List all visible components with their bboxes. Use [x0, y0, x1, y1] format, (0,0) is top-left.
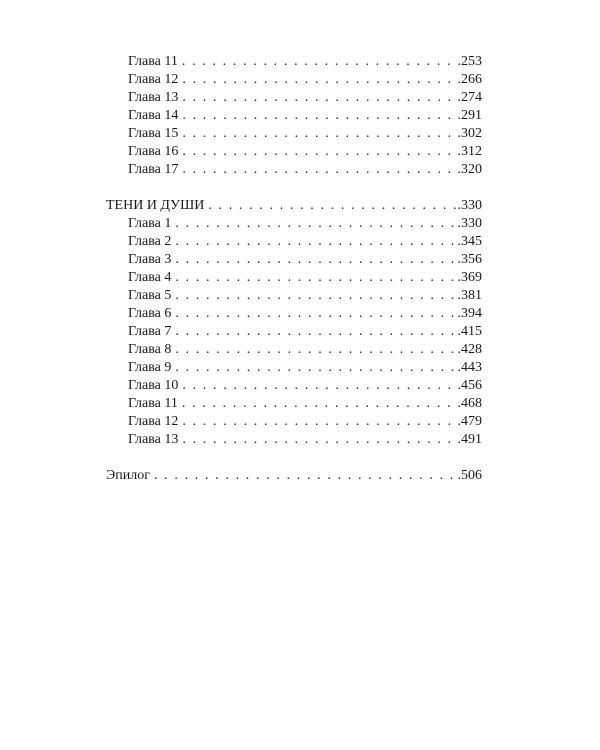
toc-entry-page: .381	[457, 288, 482, 303]
dot-leader	[150, 467, 458, 485]
toc-entry-title: Глава 12	[128, 414, 179, 429]
dot-leader	[178, 107, 457, 125]
toc-entry-page: .415	[457, 324, 482, 339]
toc-entry-title: Глава 3	[128, 252, 172, 267]
dot-leader	[178, 71, 457, 89]
toc-entry-page: .456	[457, 378, 482, 393]
dot-leader	[178, 431, 457, 449]
toc-entry	[128, 395, 482, 413]
toc-entry	[128, 431, 482, 449]
toc-entry	[128, 143, 482, 161]
toc-entry	[128, 233, 482, 251]
toc-entry-page: .330	[457, 198, 482, 213]
toc-entry	[128, 359, 482, 377]
dot-leader	[171, 269, 457, 287]
toc-entry-title: Глава 16	[128, 144, 179, 159]
toc-entry-page: .320	[457, 162, 482, 177]
toc-entry-title: Глава 1	[128, 216, 172, 231]
toc-entry-page: .291	[457, 108, 482, 123]
toc-entry-page: .443	[457, 360, 482, 375]
toc-entry	[128, 251, 482, 269]
toc-entry	[128, 413, 482, 431]
toc-entry-page: .302	[457, 126, 482, 141]
dot-leader	[171, 323, 457, 341]
dot-leader	[178, 125, 457, 143]
toc-entry-title: Глава 4	[128, 270, 172, 285]
toc-entry	[128, 161, 482, 179]
toc-entry-title: Глава 2	[128, 234, 172, 249]
toc-entry-page: .345	[457, 234, 482, 249]
toc-entry-page: .312	[457, 144, 482, 159]
toc-entry-title: Глава 11	[128, 396, 178, 411]
toc-entry-page: .266	[457, 72, 482, 87]
toc-entry-page: .506	[457, 468, 482, 483]
toc-entry-page: .468	[457, 396, 482, 411]
toc-entry-page: .394	[457, 306, 482, 321]
toc-entry-title: Глава 15	[128, 126, 179, 141]
toc-entry-title: Глава 10	[128, 378, 179, 393]
dot-leader	[178, 395, 458, 413]
dot-leader	[178, 377, 457, 395]
dot-leader	[171, 305, 457, 323]
dot-leader	[178, 143, 457, 161]
toc-entry-title: Глава 5	[128, 288, 172, 303]
toc-entry	[128, 71, 482, 89]
dot-leader	[204, 197, 457, 215]
toc-entry-page: .369	[457, 270, 482, 285]
toc-entry	[128, 269, 482, 287]
toc-entry-page: .274	[457, 90, 482, 105]
dot-leader	[171, 341, 457, 359]
toc-entry-page: .253	[457, 54, 482, 69]
toc-entry	[128, 377, 482, 395]
toc-entry	[128, 89, 482, 107]
toc-entry	[128, 107, 482, 125]
toc-entry-page: .330	[457, 216, 482, 231]
toc-entry	[106, 467, 482, 485]
toc-entry-title: Глава 13	[128, 90, 179, 105]
toc-entry	[106, 197, 482, 215]
toc-entry-title: Глава 7	[128, 324, 172, 339]
dot-leader	[171, 359, 457, 377]
toc-entry	[128, 305, 482, 323]
dot-leader	[171, 233, 457, 251]
toc-entry	[128, 323, 482, 341]
toc-entry-title: Эпилог	[106, 468, 150, 483]
toc-entry	[128, 53, 482, 71]
toc-entry-title: Глава 17	[128, 162, 179, 177]
dot-leader	[171, 251, 457, 269]
toc-entry-title: Глава 14	[128, 108, 179, 123]
toc-entry-title: Глава 8	[128, 342, 172, 357]
dot-leader	[171, 215, 457, 233]
toc-entry	[128, 215, 482, 233]
dot-leader	[178, 89, 457, 107]
toc-entry-page: .491	[457, 432, 482, 447]
toc-entry-page: .356	[457, 252, 482, 267]
toc-entry-title: ТЕНИ И ДУШИ	[106, 198, 205, 213]
dot-leader	[178, 53, 458, 71]
toc-entry-page: .479	[457, 414, 482, 429]
toc-entry-title: Глава 6	[128, 306, 172, 321]
toc-entry-page: .428	[457, 342, 482, 357]
dot-leader	[178, 161, 457, 179]
toc-entry-title: Глава 9	[128, 360, 172, 375]
toc-entry	[128, 287, 482, 305]
toc-entry-title: Глава 11	[128, 54, 178, 69]
dot-leader	[178, 413, 457, 431]
toc-entry	[128, 125, 482, 143]
dot-leader	[171, 287, 457, 305]
toc-entry-title: Глава 12	[128, 72, 179, 87]
toc-entry-title: Глава 13	[128, 432, 179, 447]
toc-entry	[128, 341, 482, 359]
